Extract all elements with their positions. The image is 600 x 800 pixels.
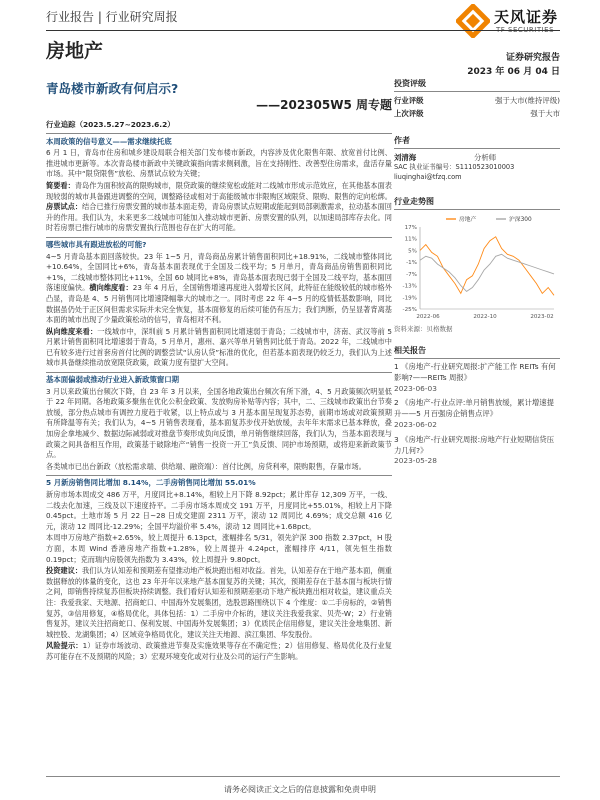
paragraph: 3 月以来政策出台频次下降，自 23 年 3 月以来，全国各地政策出台频次有所下滑，4、5 月政策频次明显低于 22 年同期。各地政策多聚焦在优化公积金政策、发放购房补贴等内容；其中，二、三线城市政策出台节奏放缓，部分热点城市有调控力度趋于收紧，以上特点或与 3 月基本面呈现复苏态势，前期市场或对政策预期有所降温等有关；我们认为，4~5 月销售表现看，基本面复苏步伐开始放缓，去年年末需求已基本释放，叠加房企拿地减少、数据边际减弱或对推盘节奏形成负向反馈，单月销售继续回落，我们认为，当基本面表现与政策之间具备相互作用，政策基于破除地产“销售一投资一开工”负反馈、同护市场预期，或将迎来新政策节点。: [46, 386, 392, 460]
section-heading: 哪些城市具有跟进放松的可能?: [46, 237, 392, 251]
footer-rule: [46, 776, 560, 777]
paragraph: 本周申万房地产指数+2.65%，较上周提升 6.13pct，涨幅排名 5/31，领先沪深 300 指数 2.37pct，H 股方面，本周 Wind 香港房地产指数+1.28%，较上周提升 4.24pct，涨幅排序 4/11，领先恒生指数 0.19pct；克而瑞内房股领先指数为 3.43%，较上周提升 9.80pct。: [46, 533, 392, 564]
logo-text: 天风证券: [494, 8, 559, 26]
legend-label: 沪深300: [509, 217, 532, 223]
logo-mark-icon: [456, 4, 490, 38]
trend-heading: 行业走势图: [394, 196, 560, 210]
main-content: [46, 120, 392, 663]
industry-trend-chart: [394, 213, 560, 323]
previous-rating: 上次评级 强于大市: [394, 109, 560, 118]
sector-title: 房地产: [46, 40, 104, 62]
industry-rating: 行业评级 强于大市(维持评级): [394, 96, 560, 105]
trend-chart-svg: [394, 213, 560, 323]
paragraph-lead: 简要看：: [46, 180, 75, 190]
rating-heading: 投资评级: [394, 78, 560, 92]
legend-label: 房地产: [459, 217, 477, 223]
investment-advice: 投资建议：我们认为认知差和预期差有望推动地产板块跑出相对收益。首先，认知差存在于地产基本面，侧重数据释放的体量的变化，这也 23 年开年以来地产基本面复苏的关键；其次，预期差存在于基本面与板块行情之间，即销售持续复苏但板块持续调整。我们看好认知差和预期差驱动下地产板块跑出相对收益，建议重点关注：我爱我家、天地源、招商蛇口、中国海外发展集团，选股思路围绕以下 4 个维度：①二手房标的，②销售复苏，③信用修复，④格局优化，具体包括：1）二手房中介标的，建议关注我爱我家、贝壳-W；2）行业销售复苏，建议关注招商蛇口、保利发展、中国海外发展集团；3）优质民企信用修复，建议关注金地集团、新城控股、龙湖集团；4）区域竞争格局优化，建议关注天地源、滨江集团、华发股份。: [46, 566, 392, 639]
author-heading: 作者: [394, 135, 560, 149]
paragraph: 新房市场本周成交 486 万平，月度同比+8.14%，相较上月下降 8.92pct；累计库存 12,309 万平，一线、二线去化加速，三线及以下速度持平。二手房市场本周成交 191 万平，月度同比+55.01%，相较上月下降 0.45pct。土地市场 5 月 22 日~28 日成交建面 2311 万平，滚动 12 周同比 4.69%；成交总额 416 亿元，滚动 12 周同比-12.29%；全国平均溢价率 5.4%，滚动 12 周同比+1.68pct。: [46, 490, 392, 531]
y-tick-label: -19%: [402, 295, 417, 302]
footer-disclaimer: 请务必阅读正文之后的信息披露和免责申明: [224, 785, 376, 794]
paragraph-lead: 纵向维度来看：: [46, 326, 98, 336]
series-line-hs300: [420, 254, 554, 291]
x-tick-label: 2023-02: [530, 314, 554, 320]
header-rule: [46, 30, 560, 31]
brand-logo: [456, 4, 560, 40]
y-tick-label: 5%: [408, 248, 417, 255]
chart-source: 资料来源：贝格数据: [394, 325, 453, 333]
author-sac: SAC 执业证书编号：S1110523010003: [394, 163, 515, 171]
author-name: 刘清海: [394, 153, 417, 162]
section-heading: 本周政策的信号意义——需求继续托底: [46, 136, 172, 146]
risk-warning: 风险提示：1）证券市场波动、政策推进节奏及实施效果等存在不确定性；2）信用修复、格局优化及行业复苏可能存在不及预期的风险；3）宏观环境变化或对行业及公司的运行产生影响。: [46, 641, 392, 661]
sidebar: [394, 78, 560, 471]
related-report-2[interactable]: 3 《房地产-行业研究周报:房地产行业短期信贷压力几何?》 2023-05-28: [394, 434, 555, 466]
author-row: [394, 152, 560, 163]
paragraph-lead: 风险提示：: [46, 641, 83, 651]
section-heading: 基本面偏弱或推动行业进入新政策窗口期: [46, 372, 392, 386]
report-date: 2023 年 06 月 04 日: [467, 67, 560, 77]
y-tick-label: 17%: [404, 225, 417, 231]
y-tick-label: -25%: [402, 307, 417, 313]
related-heading: 相关报告: [394, 345, 560, 359]
related-report-0[interactable]: 1 《房地产-行业研究周报:扩产能工作 REITs 有何影响?——REITs 周报》 2023-06-03: [394, 362, 556, 393]
x-tick-label: 2022-10: [473, 314, 497, 320]
report-category: 行业报告 | 行业研究周报: [46, 10, 178, 24]
report-title: 青岛楼市新政有何启示?: [46, 81, 179, 96]
related-report-1[interactable]: 2 《房地产-行业点评:单月销售放缓，累计增速提升——5 月百强房企销售点评》 2023-06-02: [394, 398, 555, 429]
section-heading: 5 月新房销售同比增加 8.14%，二手房销售同比增加 55.01%: [46, 475, 392, 489]
paragraph: 4~5 月青岛基本面回落较快。23 年 1~5 月，青岛商品房累计销售面积同比+18.91%，二线城市整体同比+10.64%，全国同比+6%，青岛基本面表现优于全国及二线平均；5 月单月，青岛商品房销售面积同比+1%，二线城市整体同比+11%，全国 60 城同比+8%，青岛基本面表现已弱于全国及二线平均，基本面回落速度偏快。横向维度看：23 年 4 月后，全国销售增速再度进入弱增长区间，此特征在能级较低的城市格外凸显，青岛是 4、5 月销售同比增速降幅靠大的城市之一。同时考虑 22 年 4~5 月的疫情低基数影响，同比数据虽仍处于正区间但需求实际并未完全恢复，基本面修复的后续可能仍有压力；我们判断，仍呈显著背离基本面的城市出现了少量政策松动的信号，青岛相对不利。: [46, 251, 392, 325]
report-subtitle: ——202305W5 周专题: [256, 98, 392, 112]
paragraph: 简要看：青岛作为面积较高的限购城市，限贷政策的继续宽松或能对二线城市形成示范效应，在其他基本面表现较弱的城市具备跟进调整的空间，调整路径或相对于高能级城市非限购区域限贷、限购、限售的定向松绑。房票试点：结合已推行房票安置的城市基本面走势，青岛房票试点短期或能起到局部刺激需求，拉动基本面回升的作用。我们认为，未来更多二线城市可能加入推动城市更新、房票安置的队列，以加速局部库存去化。同时若房票已推行城市的房票安置执行范围也存在扩大的可能。: [46, 180, 392, 233]
paragraph: 6 月 1 日，青岛市住房和城乡建设局联合相关部门发布楼市新政，内容涉及优化限售年限、放宽首付比例、推进城市更新等。本次青岛楼市新政中关键政策指向需求侧刺激，旨在支持刚性、改善型住房需求，盘活存量市场。其中“限贷限售”放松、房票试点较为关键；: [46, 148, 392, 179]
y-tick-label: -13%: [402, 283, 417, 290]
author-title: 分析师: [474, 153, 497, 162]
report-type: 证券研究报告: [505, 53, 560, 63]
x-tick-label: 2022-06: [416, 314, 440, 320]
paragraph-lead: 房票试点：: [46, 202, 83, 212]
paragraph-lead: 横向维度看：: [89, 283, 133, 293]
y-tick-label: 11%: [404, 236, 417, 243]
paragraph-lead: 投资建议：: [46, 566, 83, 576]
tracking-period: 行业追踪（2023.5.27~2023.6.2）: [46, 120, 392, 134]
author-email[interactable]: liuqinghai@tfzq.com: [394, 172, 462, 181]
y-tick-label: -1%: [406, 260, 417, 267]
paragraph: 纵向维度来看：一线城市中，深圳前 5 月累计销售面积同比增速弱于青岛；二线城市中，济南、武汉等前 5 月累计销售面积同比增速弱于青岛，5 月单月，惠州、嘉兴等单月销售同比低于青岛。2022 年，二线城市中已有较多进行过首套房首付比例的调整尝试“认房认贷”标准的优化，但若基本面表现仍较乏力，我们认为上述城市具备继续推动放宽限贷政策，政策力度有望扩大空间。: [46, 326, 392, 368]
paragraph: 各类城市已出台新政（放松需求端、供给端、融资端）：首付比例，房贷利率，限购限售，存量市场。: [46, 461, 366, 471]
logo-text-en: TF SECURITIES: [496, 26, 555, 34]
y-tick-label: -7%: [406, 271, 417, 278]
